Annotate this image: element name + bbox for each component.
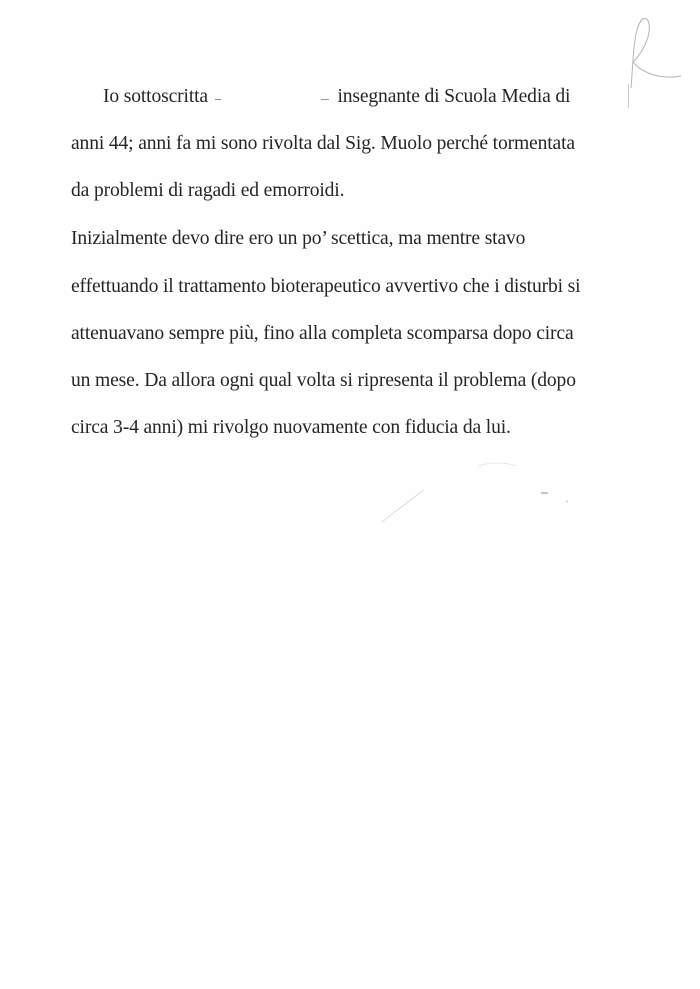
margin-rule [628, 84, 629, 108]
text-line-2: anni 44; anni fa mi sono rivolta dal Sig. Muolo perché tormentata [71, 133, 575, 154]
handwritten-corner-mark [625, 10, 685, 90]
text-line-4: Inizialmente devo dire ero un po’ scettica, ma mentre stavo [71, 228, 526, 249]
text-segment: insegnante di Scuola Media di [337, 86, 571, 107]
text-line-6: attenuavano sempre più, fino alla completa scomparsa dopo circa [71, 323, 574, 344]
text-line-5: effettuando il trattamento bioterapeutico avvertivo che i disturbi si [71, 276, 581, 297]
text-line-3: da problemi di ragadi ed emorroidi. [71, 180, 345, 201]
redacted-signature-residue [380, 460, 580, 540]
text-line-1 [103, 85, 570, 109]
redacted-name [213, 101, 333, 102]
text-segment: Io sottoscritta [103, 86, 208, 107]
text-line-8: circa 3-4 anni) mi rivolgo nuovamente con fiducia da lui. [71, 417, 511, 438]
text-line-7: un mese. Da allora ogni qual volta si ripresenta il problema (dopo [71, 370, 576, 391]
